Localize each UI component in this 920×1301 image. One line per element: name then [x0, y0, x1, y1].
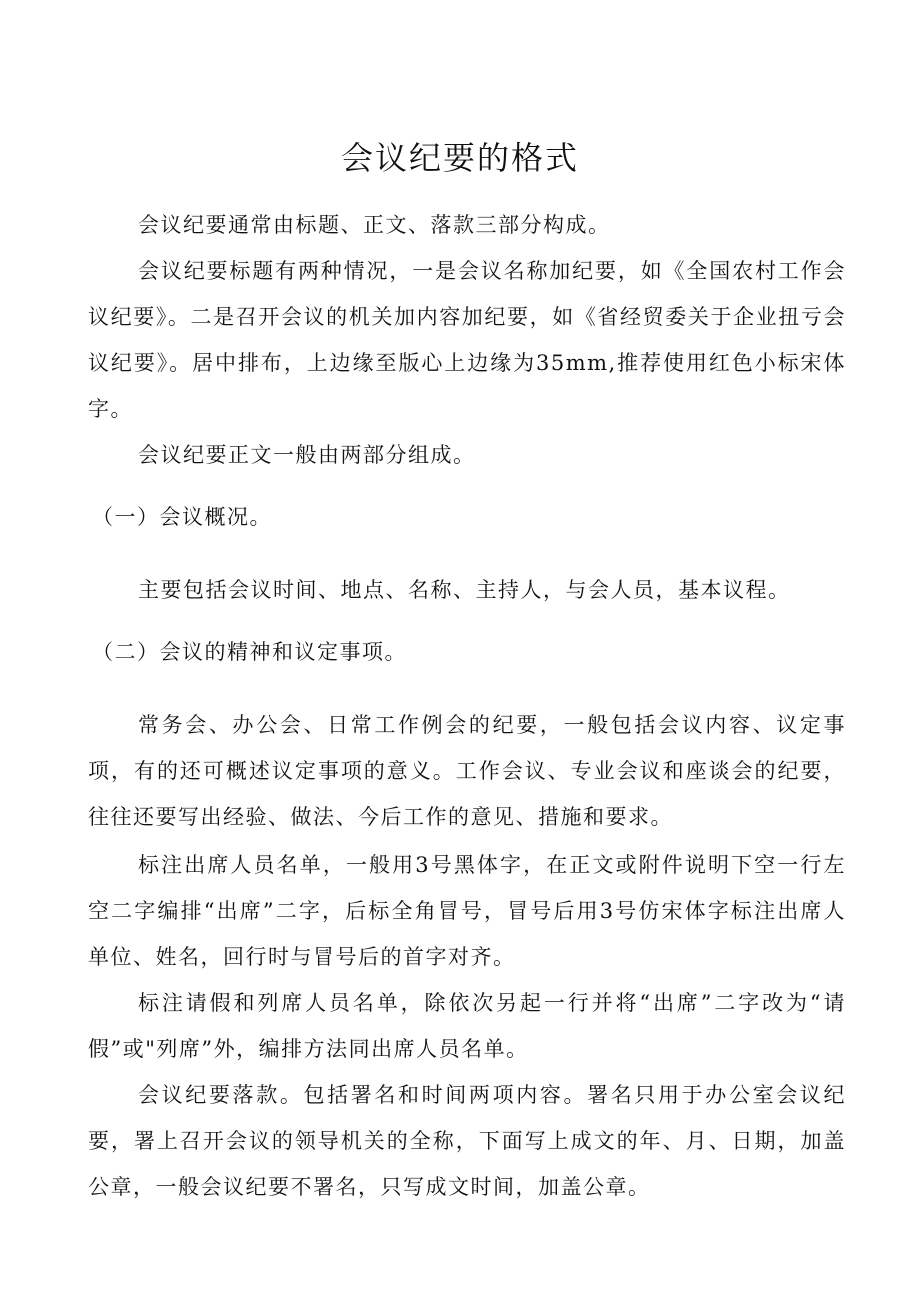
paragraph-structure: 会议纪要通常由标题、正文、落款三部分构成。 — [138, 213, 611, 237]
paragraph-attendees: 标注出席人员名单，一般用3号黑体字，在正文或附件说明下空一行左空二字编排“出席”二字，后标全角冒号，冒号后用3号仿宋体字标注出席人单位、姓名，回行时与冒号后的首字对齐。 — [88, 853, 846, 969]
paragraph-leave-and-observers: 标注请假和列席人员名单，除依次另起一行并将“出席”二字改为“请假”或"列席”外，编排方法同出席人员名单。 — [88, 991, 846, 1061]
paragraph-title-format: 会议纪要标题有两种情况，一是会议名称加纪要，如《全国农村工作会议纪要》。二是召开会议的机关加内容加纪要，如《省经贸委关于企业扭亏会议纪要》。居中排布，上边缘至版心上边缘为35mm,推荐使用红色小标宋体字。 — [88, 259, 846, 421]
paragraph-overview-content: 主要包括会议时间、地点、名称、主持人，与会人员，基本议程。 — [138, 578, 791, 602]
paragraph-signature: 会议纪要落款。包括署名和时间两项内容。署名只用于办公室会议纪要，署上召开会议的领导机关的全称，下面写上成文的年、月、日期，加盖公章，一般会议纪要不署名，只写成文时间，加盖公章。 — [88, 1083, 846, 1199]
section-heading-decisions: （二）会议的精神和议定事项。 — [92, 640, 407, 664]
section-heading-overview: （一）会议概况。 — [92, 505, 272, 529]
paragraph-body-parts: 会议纪要正文一般由两部分组成。 — [138, 443, 476, 467]
paragraph-decisions-content: 常务会、办公会、日常工作例会的纪要，一般包括会议内容、议定事项，有的还可概述议定事项的意义。工作会议、专业会议和座谈会的纪要，往往还要写出经验、做法、今后工作的意见、措施和要求。 — [88, 713, 846, 829]
document-title: 会议纪要的格式 — [340, 139, 579, 177]
